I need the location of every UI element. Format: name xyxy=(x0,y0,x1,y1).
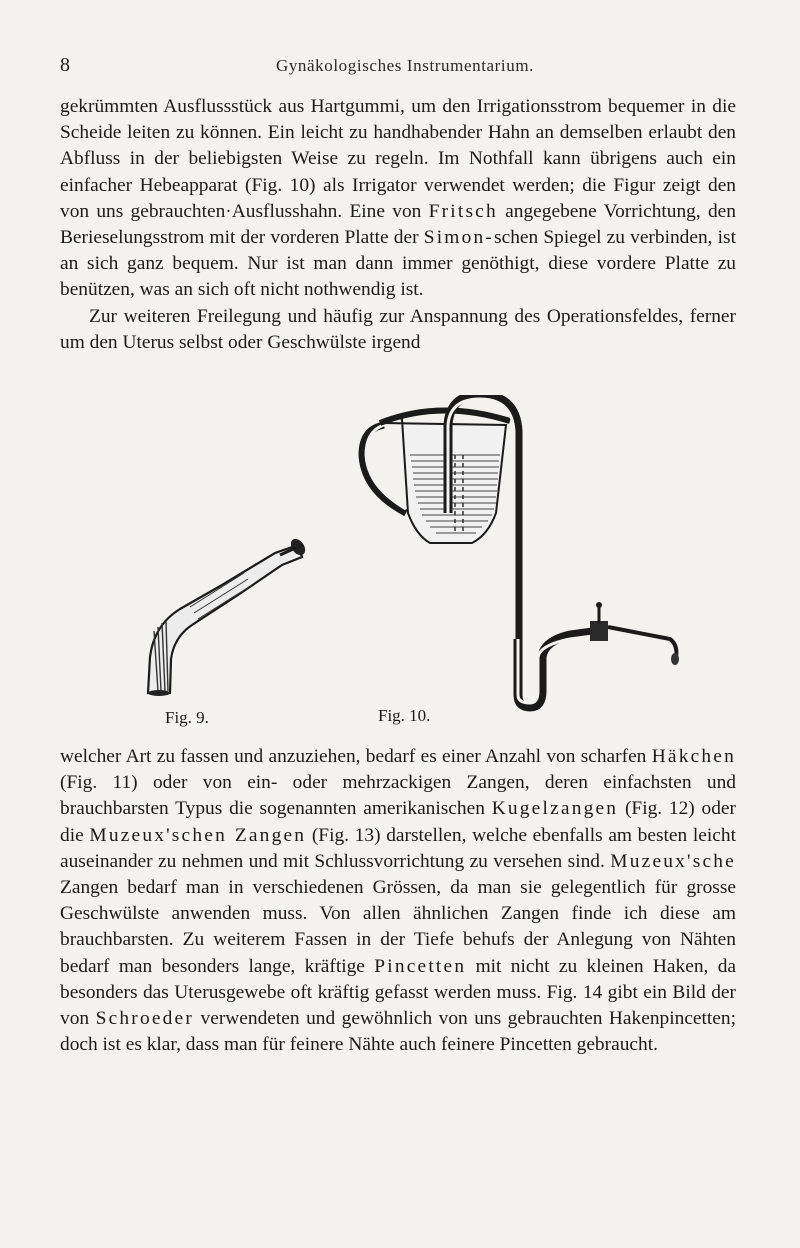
figure-area xyxy=(130,395,690,725)
fig9-caption: Fig. 9. xyxy=(165,708,209,727)
text-run: (Fig. 12) oder die xyxy=(60,798,736,846)
term-haekchen: Häkchen xyxy=(651,746,736,767)
text-block-top xyxy=(60,94,736,356)
term-kugelzangen: Kugelzangen xyxy=(491,798,619,820)
fig9-nozzle-drawing xyxy=(148,536,308,696)
term-pincetten: Pincetten xyxy=(374,955,467,977)
author-name-simon: Simon- xyxy=(423,227,495,249)
text-run: schen Spiegel zu verbinden, ist an sich ganz bequem. Nur ist man dann immer genöthigt, diese vordere Platte zu benützen, was an sich oft nicht nothwendig ist. xyxy=(60,227,736,301)
text-run: mit nicht zu kleinen Haken, da besonders das Uterusgewebe oft kräftig gefasst werden muss. Fig. 14 gibt ein Bild der von xyxy=(60,955,737,1030)
page-number: 8 xyxy=(60,54,70,76)
author-name-schroeder: Schroeder xyxy=(95,1008,195,1030)
fig10-siphon-drawing xyxy=(362,395,679,707)
running-title: Gynäkologisches Instrumentarium. xyxy=(275,56,535,75)
text-run: gekrümmten Ausflussstück aus Hartgummi, um den Irrigationsstrom bequemer in die Scheide leiten zu können. Ein leicht zu handhabender Hahn an demselben erlaubt den Abfluss in der beliebigsten Weise zu regeln. Im Nothfall kann übrigens auch ein einfacher Hebeapparat (Fig. 10) als Irrigator verwendet werden; die Figur zeigt den von uns gebrauchten·Ausflusshahn. Eine von xyxy=(60,96,736,222)
text-run: (Fig. 13) darstellen, welche ebenfalls am besten leicht auseinander zu nehmen und mit Schlussvorrichtung zu versehen sind. xyxy=(60,824,736,872)
fig10-caption: Fig. 10. xyxy=(378,706,431,725)
page-header xyxy=(60,54,750,80)
text-run: Zangen bedarf man in verschiedenen Grössen, da man sie gelegentlich für grosse Geschwülste anwenden muss. Von allen ähnlichen Zangen finde ich diese am brauchbarsten. Zu weiterem Fassen in der Tiefe behufs der Anlegung von Nähten bedarf man besonders lange, kräftige xyxy=(60,877,736,977)
author-name-fritsch: Fritsch xyxy=(428,200,498,222)
paragraph-instruments xyxy=(60,744,736,1058)
figure-illustrations xyxy=(130,395,690,725)
text-run: angegebene Vorrichtung, den Berieselungsstrom mit der vorderen Platte der xyxy=(60,200,736,249)
text-block-bottom xyxy=(60,744,736,1058)
text-run: verwendeten und gewöhnlich von uns gebrauchten Hakenpincetten; doch ist es klar, dass man für feinere Nähte auch feinere Pincetten gebraucht. xyxy=(60,1008,736,1056)
term-muzeux: Muzeux'sche xyxy=(610,850,736,872)
text-run: (Fig. 11) oder von ein- oder mehrzackigen Zangen, deren einfachsten und brauchbarsten Typus die sogenannten amerikanischen xyxy=(60,772,736,820)
text-run: welcher Art zu fassen und anzuziehen, bedarf es einer Anzahl von scharfen xyxy=(60,746,647,767)
term-muzeux-zangen: Muzeux'schen Zangen xyxy=(89,824,307,846)
paragraph-exposure: Zur weiteren Freilegung und häufig zur Anspannung des Operationsfeldes, ferner um den Uterus selbst oder Geschwülste irgend xyxy=(60,305,736,353)
paragraph-irrigator xyxy=(60,94,736,304)
